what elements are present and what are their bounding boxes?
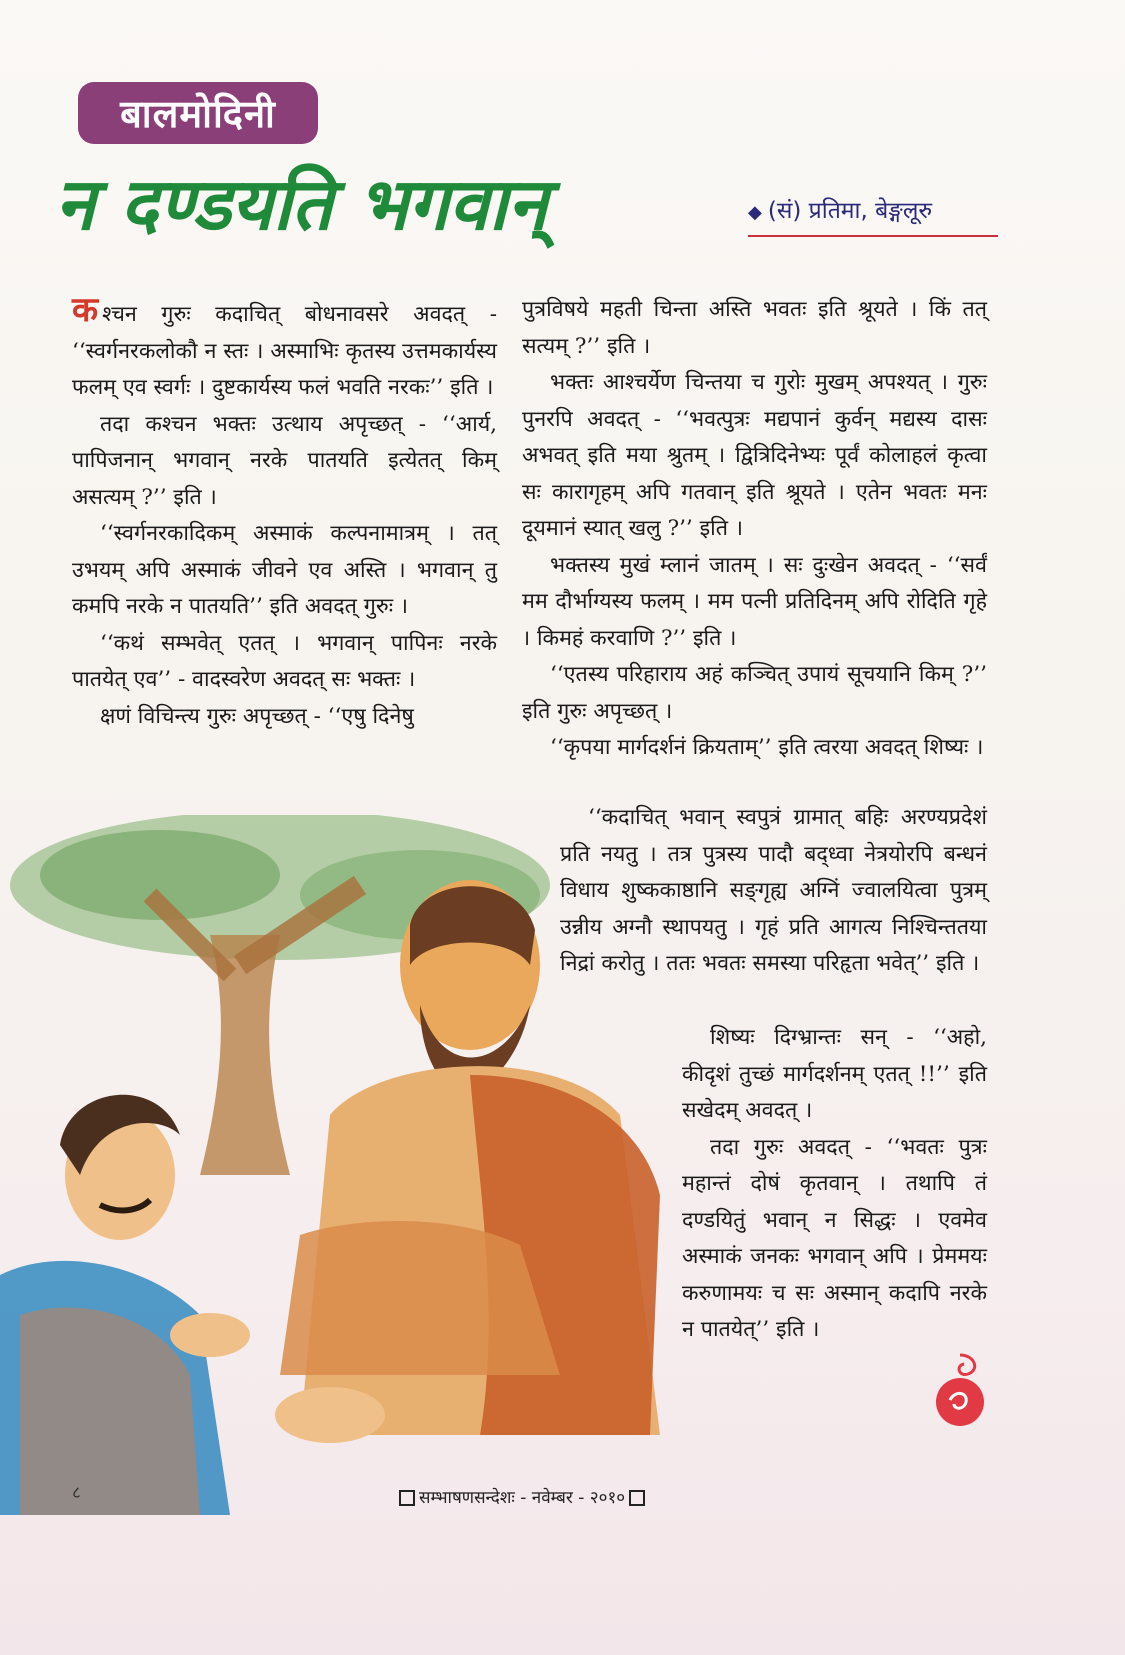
footer-magazine	[395, 1485, 649, 1508]
paragraph: ‘‘स्वर्गनरकादिकम् अस्माकं कल्पनामात्रम् । तत् उभयम् अपि अस्माकं जीवने एव अस्ति । भगवान् तु कमपि नरके न पातयति’’ इति अवदत् गुरुः ।	[72, 521, 497, 619]
byline-text: (सं) प्रतिमा, बेङ्गलूरु	[767, 198, 933, 224]
paragraph: भक्तः आश्चर्येण चिन्तया च गुरोः मुखम् अपश्यत् । गुरुः पुनरपि अवदत् - ‘‘भवत्पुत्रः मद्यपानं कुर्वन् मद्यस्य दासः अभवत् इति मया श्रुतम् । द्वित्रिदिनेभ्यः पूर्वं कोलाहलं कृत्वा सः कारागृहम् अपि गतवान् इति श्रूयते । एतेन भवतः मनः दूयमानं स्यात् खलु ?’’ इति ।	[522, 370, 987, 541]
section-label: बालमोदिनी	[78, 82, 318, 144]
paragraph: ‘‘कदाचित् भवान् स्वपुत्रं ग्रामात् बहिः अरण्यप्रदेशं प्रति नयतु । तत्र पुत्रस्य पादौ बद्ध्वा नेत्रयोरपि बन्धनं विधाय शुष्ककाष्ठानि सङ्गृह्य अग्निं ज्वालयित्वा पुत्रम् उन्नीय अग्नौ स्थापयतु । गृहं प्रति आगत्य निश्चिन्ततया निद्रां करोतु । ततः भवतः समस्या परिहृता भवेत्’’ इति ।	[560, 805, 987, 976]
byline	[748, 193, 998, 237]
paragraph: क्षणं विचिन्त्य गुरुः अपृच्छत् - ‘‘एषु दिनेषु	[100, 703, 414, 729]
paragraph: ‘‘कृपया मार्गदर्शनं क्रियताम्’’ इति त्वरया अवदत् शिष्यः ।	[550, 735, 984, 760]
article-title: न दण्डयति भगवान्	[55, 162, 548, 246]
paragraph: पुत्रविषये महती चिन्ता अस्ति भवतः इति श्रूयते । किं तत् सत्यम् ?’’ इति ।	[522, 297, 987, 359]
paragraph: ‘‘एतस्य परिहाराय अहं कञ्चित् उपायं सूचयानि किम् ?’’ इति गुरुः अपृच्छत् ।	[522, 662, 987, 724]
paragraph: कश्चन गुरुः कदाचित् बोधनावसरे अवदत् - ‘‘स्वर्गनरकलोकौ न स्तः । अस्माभिः कृतस्य उत्तमकार्यस्य फलम् एव स्वर्गः । दुष्टकार्यस्य फलं भवति नरकः’’ इति ।	[72, 290, 497, 400]
footer-magazine-text: सम्भाषणसन्देशः - नवेम्बर - २०१०	[419, 1488, 626, 1508]
paragraph: शिष्यः दिग्भ्रान्तः सन् - ‘‘अहो, कीदृशं तुच्छं मार्गदर्शनम् एतत् !!’’ इति सखेदम् अवदत् ।	[682, 1025, 987, 1123]
paragraph: तदा कश्चन भक्तः उत्थाय अपृच्छत् - ‘‘आर्य, पापिजनान् भगवान् नरके पातयति इत्येतत् किम् असत्यम् ?’’ इति ।	[72, 411, 497, 510]
paragraph: तदा गुरुः अवदत् - ‘‘भवतः पुत्रः महान्तं दोषं कृतवान् । तथापि तं दण्डयितुं भवान् न सिद्धः । एवमेव अस्माकं जनकः भगवान् अपि । प्रेममयः करुणामयः च सः अस्मान् कदापि नरके न पातयेत्’’ इति ।	[682, 1134, 987, 1342]
square-icon	[629, 1490, 645, 1506]
square-icon	[399, 1490, 415, 1506]
guru-and-devotee-illustration	[0, 815, 700, 1515]
right-column	[522, 292, 987, 767]
ornament-icon	[930, 1350, 990, 1430]
paragraph: ‘‘कथं सम्भवेत् एतत् । भगवान् पापिनः नरके पातयेत् एव’’ - वादस्वरेण अवदत् सः भक्तः ।	[72, 630, 497, 692]
bottom-right-column	[682, 1020, 987, 1349]
diamond-bullet-icon: ◆	[748, 202, 762, 223]
dropcap: क	[72, 290, 99, 330]
page-number: ८	[72, 1483, 81, 1503]
paragraph: भक्तस्य मुखं म्लानं जातम् । सः दुःखेन अवदत् - ‘‘सर्वं मम दौर्भाग्यस्य फलम् । मम पत्नी प्रतिदिनम् अपि रोदिति गृहे । किमहं करवाणि ?’’ इति ।	[522, 552, 987, 651]
left-column	[72, 292, 497, 735]
